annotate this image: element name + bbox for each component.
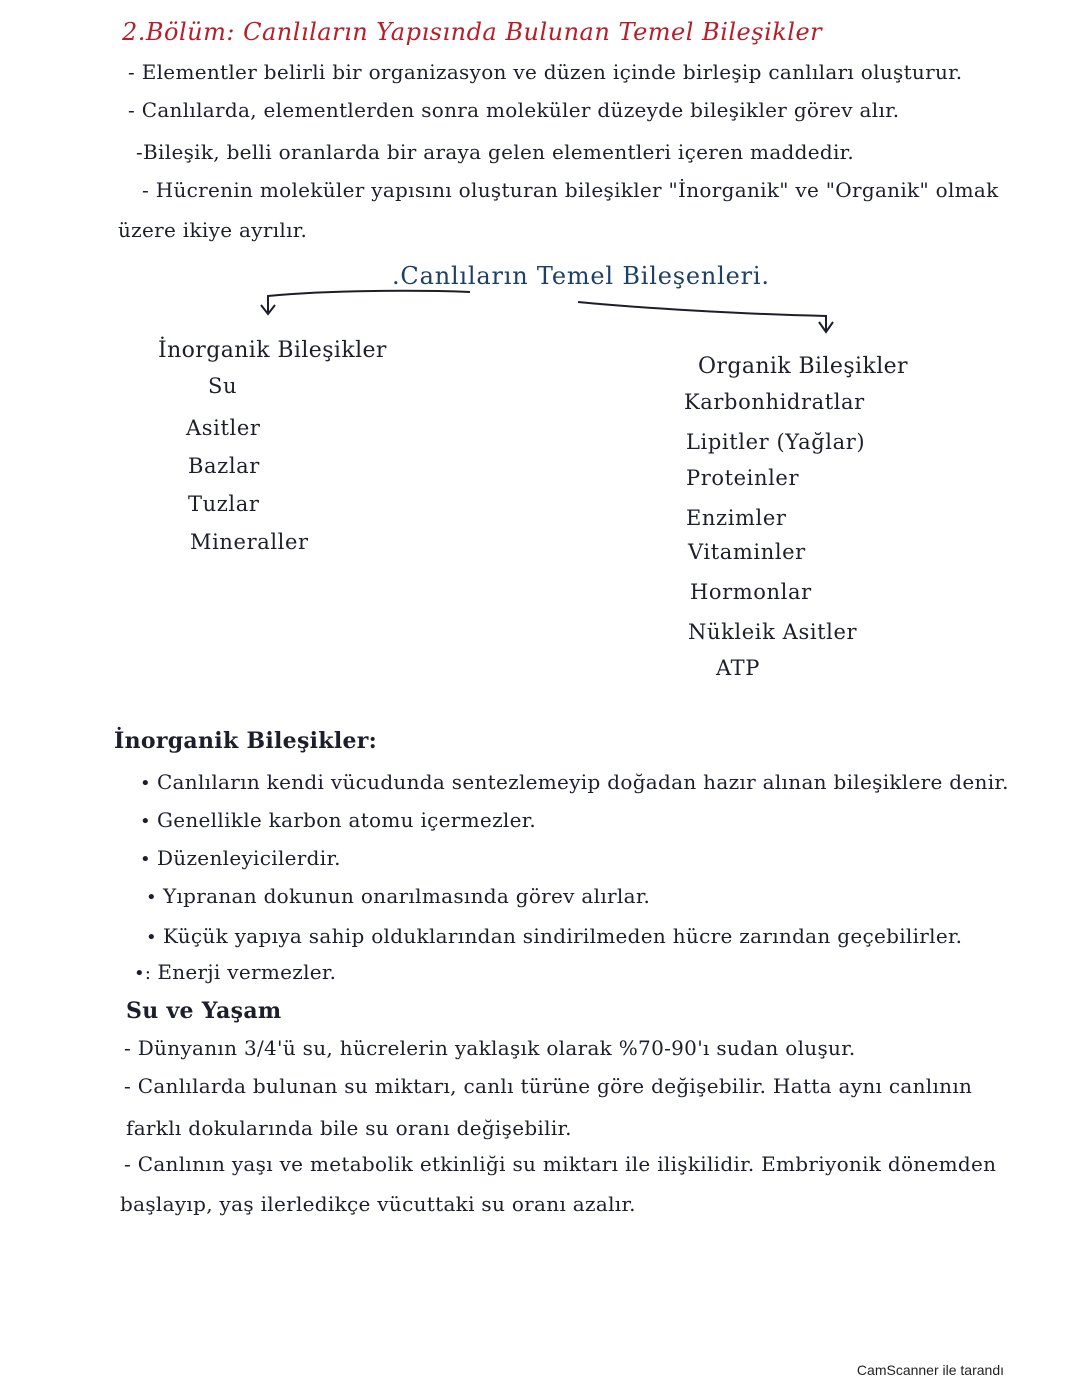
scanner-footer: CamScanner ile tarandı (856, 1362, 1004, 1378)
intro-line-4: - Hücrenin moleküler yapısını oluşturan bileşikler "İnorganik" ve "Organik" olmak (142, 178, 999, 202)
organic-item: Hormonlar (690, 580, 812, 604)
bullet-icon: • (146, 927, 163, 948)
inorganic-bullet: • Canlıların kendi vücudunda sentezlemeyip doğadan hazır alınan bileşiklere denir. (140, 770, 1009, 794)
inorganic-item: Mineraller (190, 530, 309, 554)
bullet-icon: • (140, 811, 157, 832)
water-line-3: farklı dokularında bile su oranı değişebilir. (126, 1116, 572, 1140)
organic-item: Enzimler (686, 506, 787, 530)
water-section-heading: Su ve Yaşam (126, 998, 282, 1024)
right-arrow (578, 302, 826, 330)
inorganic-item: Asitler (186, 416, 261, 440)
inorganic-item: Su (208, 374, 238, 398)
inorganic-bullet: •: Enerji vermezler. (134, 960, 337, 984)
organic-item: Lipitler (Yağlar) (686, 430, 866, 454)
inorganic-item: Tuzlar (188, 492, 260, 516)
intro-line-1: - Elementler belirli bir organizasyon ve düzen içinde birleşip canlıları oluşturur. (128, 60, 963, 84)
water-line-2: - Canlılarda bulunan su miktarı, canlı türüne göre değişebilir. Hatta aynı canlının (124, 1074, 973, 1098)
organic-item: ATP (716, 656, 760, 680)
inorganic-item: Bazlar (188, 454, 260, 478)
organic-item: Vitaminler (688, 540, 806, 564)
organic-heading: Organik Bileşikler (698, 354, 908, 379)
bullet-icon: •: (134, 963, 158, 984)
water-line-1: - Dünyanın 3/4'ü su, hücrelerin yaklaşık olarak %70-90'ı sudan oluşur. (124, 1036, 856, 1060)
intro-line-5: üzere ikiye ayrılır. (118, 218, 308, 242)
diagram-title: .Canlıların Temel Bileşenleri. (392, 262, 770, 290)
inorganic-section-heading: İnorganik Bileşikler: (114, 728, 378, 754)
inorganic-heading: İnorganik Bileşikler (158, 338, 387, 363)
bullet-icon: • (146, 887, 163, 908)
bullet-icon: • (140, 849, 157, 870)
organic-item: Proteinler (686, 466, 800, 490)
intro-line-2: - Canlılarda, elementlerden sonra moleküler düzeyde bileşikler görev alır. (128, 98, 900, 122)
inorganic-bullet: • Genellikle karbon atomu içermezler. (140, 808, 537, 832)
organic-item: Karbonhidratlar (684, 390, 865, 414)
organic-item: Nükleik Asitler (688, 620, 858, 644)
water-line-5: başlayıp, yaş ilerledikçe vücuttaki su oranı azalır. (120, 1192, 636, 1216)
intro-line-3: -Bileşik, belli oranlarda bir araya gelen elementleri içeren maddedir. (136, 140, 855, 164)
left-arrow (268, 291, 470, 312)
inorganic-bullet: • Düzenleyicilerdir. (140, 846, 341, 870)
inorganic-bullet: • Yıpranan dokunun onarılmasında görev alırlar. (146, 884, 651, 908)
page-title: 2.Bölüm: Canlıların Yapısında Bulunan Temel Bileşikler (122, 18, 823, 46)
bullet-icon: • (140, 773, 157, 794)
water-line-4: - Canlının yaşı ve metabolik etkinliği su miktarı ile ilişkilidir. Embriyonik dönemden (124, 1152, 997, 1176)
inorganic-bullet: • Küçük yapıya sahip olduklarından sindirilmeden hücre zarından geçebilirler. (146, 924, 963, 948)
